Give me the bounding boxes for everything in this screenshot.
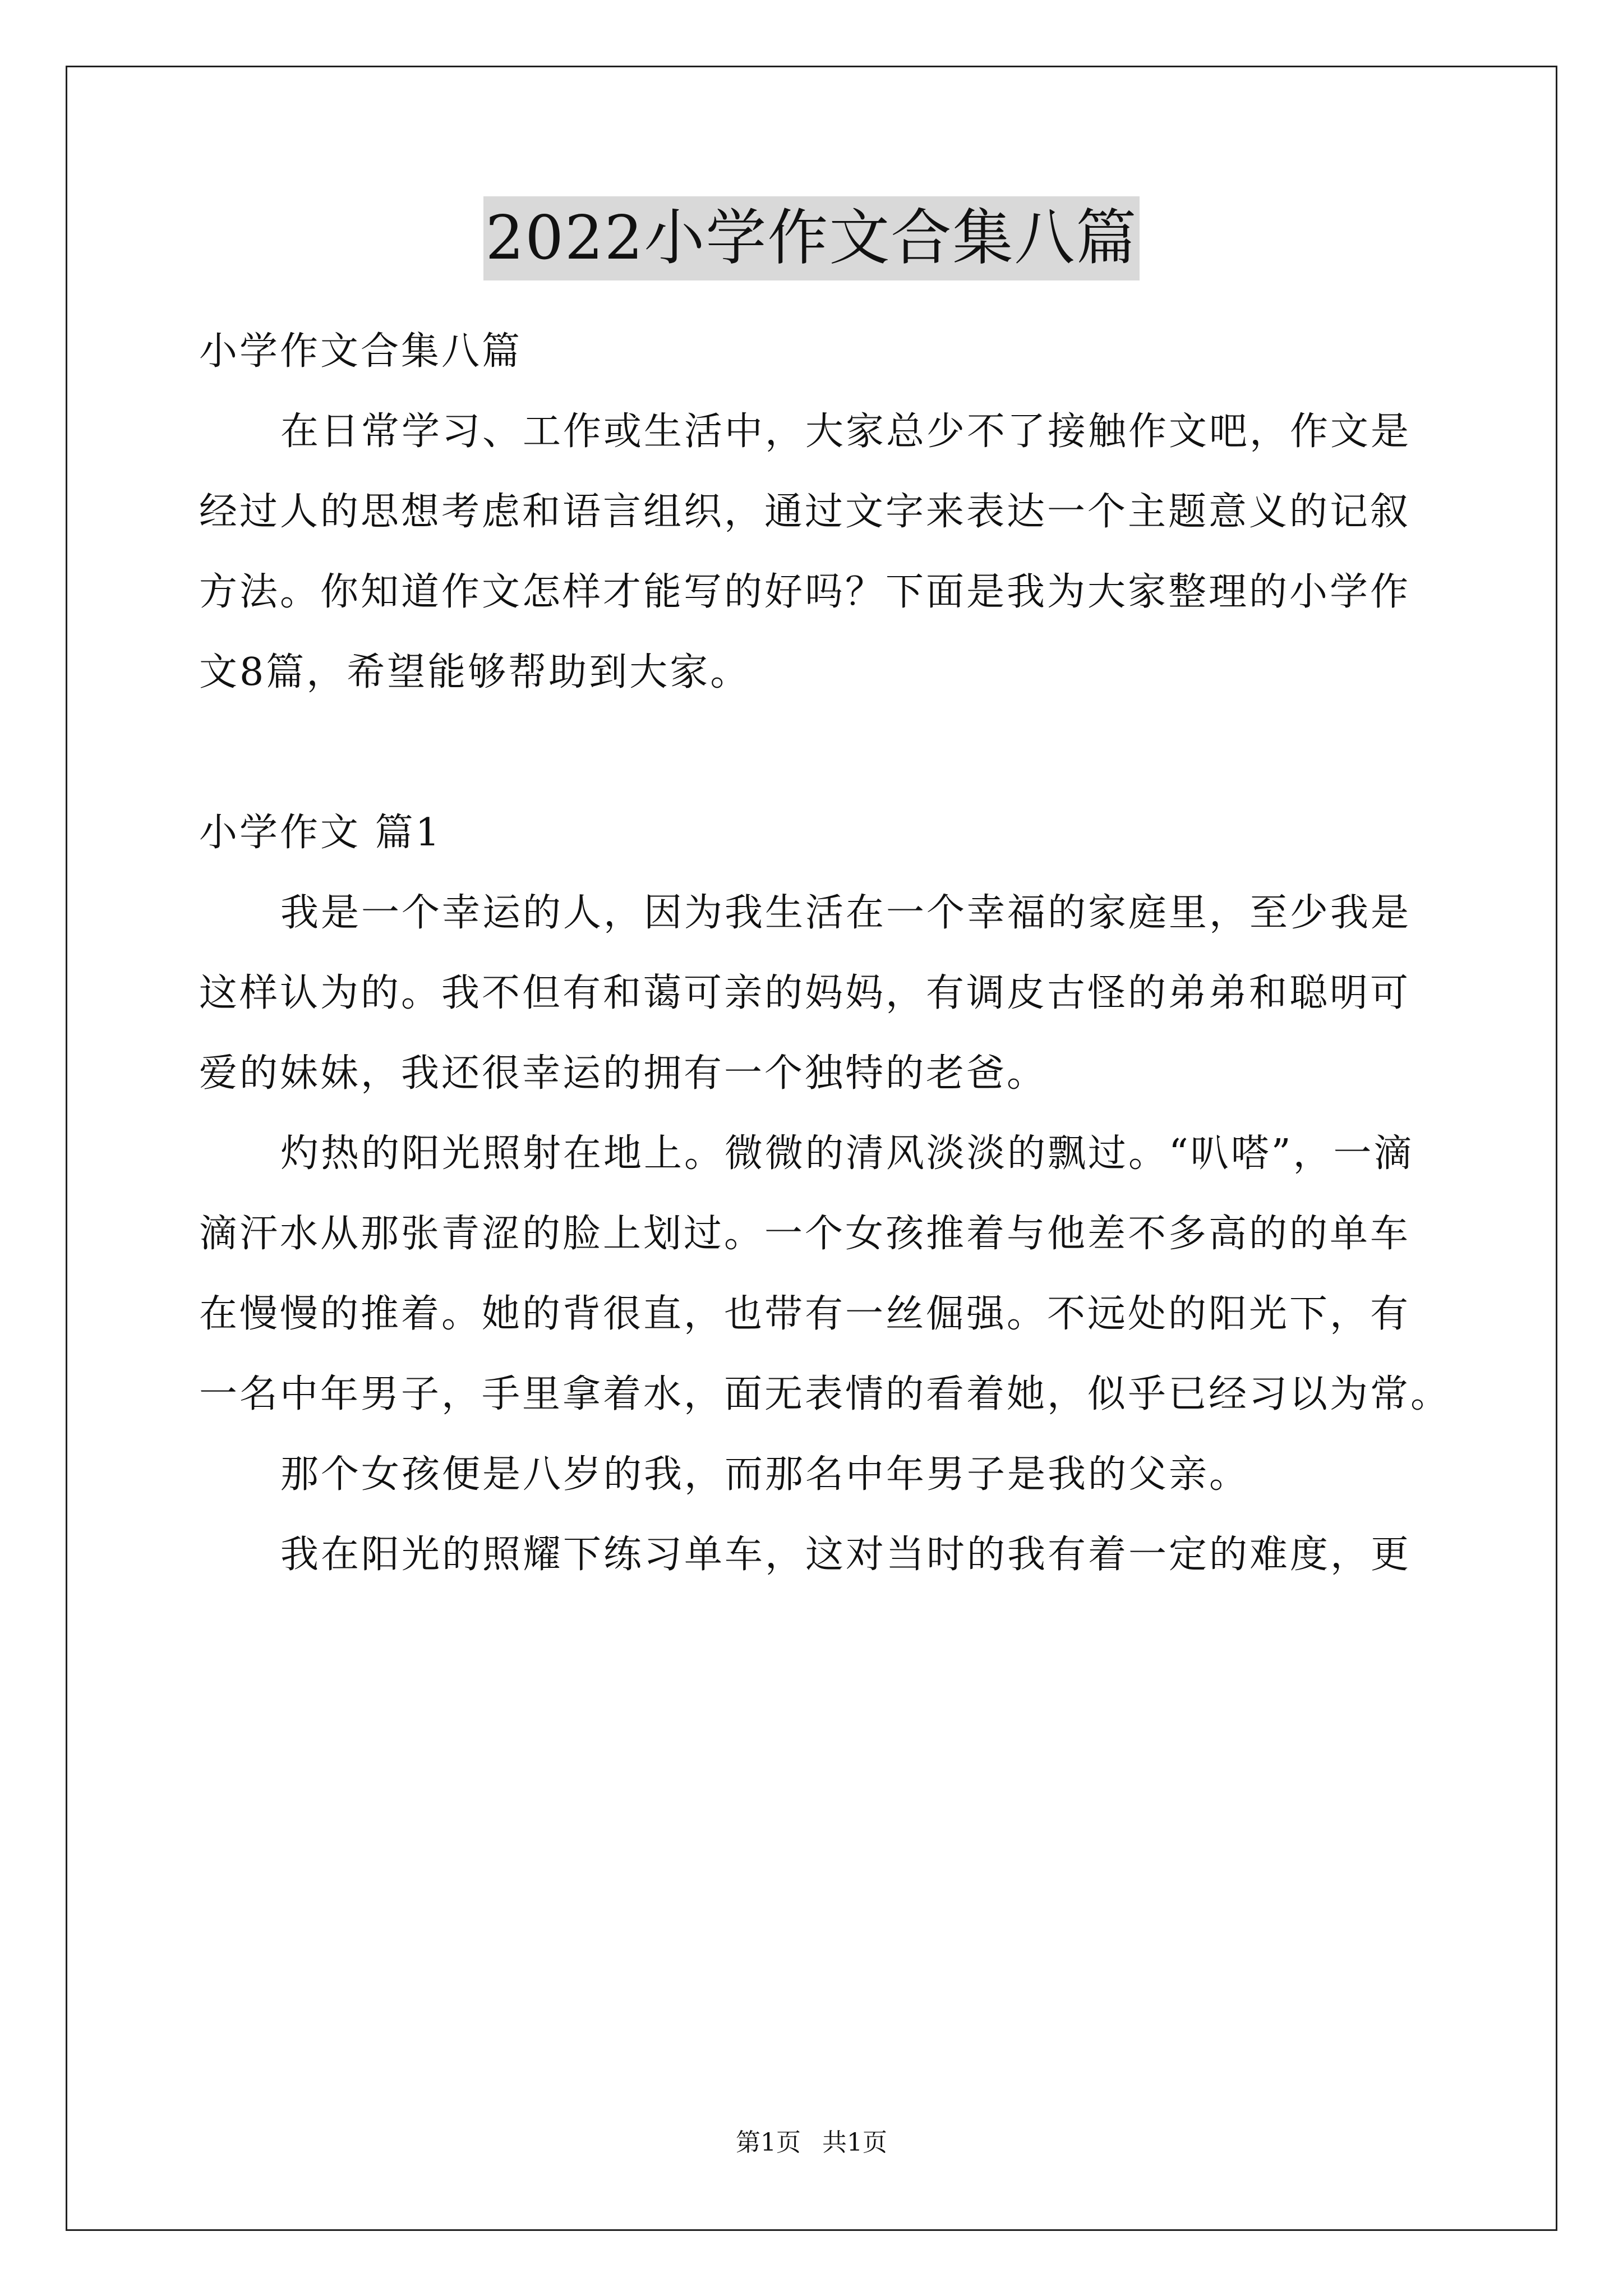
section-gap [199, 712, 1433, 793]
para1-line-3: 爱的妹妹，我还很幸运的拥有一个独特的老爸。 [199, 1051, 1048, 1096]
para3-line-1: 那个女孩便是八岁的我，而那名中年男子是我的父亲。 [280, 1452, 1250, 1497]
document-subtitle: 小学作文合集八篇 [199, 329, 523, 374]
intro-line-1: 在日常学习、工作或生活中，大家总少不了接触作文吧，作文是 [280, 409, 1412, 454]
intro-line-4: 文8篇，希望能够帮助到大家。 [199, 650, 751, 694]
para2-line-1: 灼热的阳光照射在地上。微微的清风淡淡的飘过。“叭嗒”，一滴 [280, 1131, 1414, 1176]
intro-line-3: 方法。你知道作文怎样才能写的好吗？下面是我为大家整理的小学作 [199, 570, 1411, 614]
para1-line-1: 我是一个幸运的人，因为我生活在一个幸福的家庭里，至少我是 [280, 891, 1412, 935]
section-heading: 小学作文 篇1 [199, 811, 442, 855]
page-footer [0, 2126, 1623, 2160]
para2-line-4: 一名中年男子，手里拿着水，面无表情的看着她，似乎已经习以为常。 [199, 1372, 1451, 1416]
title-container [0, 196, 1623, 280]
para2-line-2: 滴汗水从那张青涩的脸上划过。一个女孩推着与他差不多高的的单车 [199, 1212, 1411, 1256]
para1-line-2: 这样认为的。我不但有和蔼可亲的妈妈，有调皮古怪的弟弟和聪明可 [199, 971, 1411, 1015]
page-total: 共1页 [822, 2128, 887, 2157]
document-body [199, 311, 1451, 1595]
page-number: 第1页 [736, 2128, 801, 2157]
para4-line-1: 我在阳光的照耀下练习单车，这对当时的我有着一定的难度，更 [280, 1533, 1412, 1577]
document-title: 2022小学作文合集八篇 [483, 196, 1140, 280]
para2-line-3: 在慢慢的推着。她的背很直，也带有一丝倔强。不远处的阳光下，有 [199, 1292, 1411, 1336]
intro-line-2: 经过人的思想考虑和语言组织，通过文字来表达一个主题意义的记叙 [199, 490, 1411, 534]
